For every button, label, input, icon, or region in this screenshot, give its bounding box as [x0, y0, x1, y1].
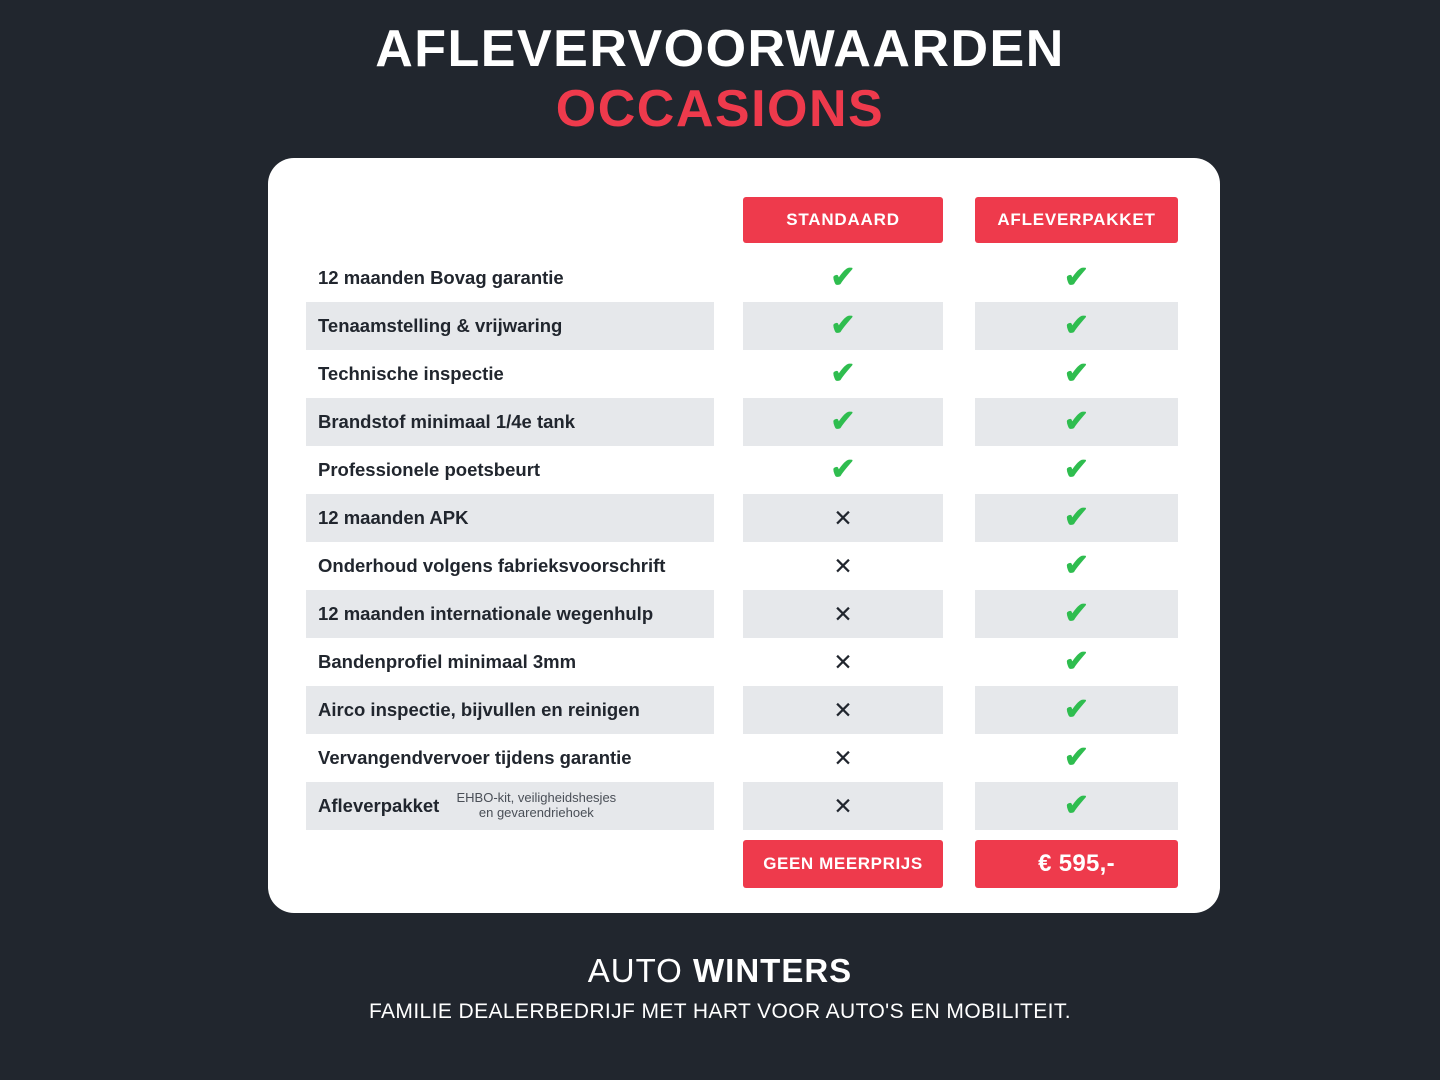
column-header-afleverpakket: AFLEVERPAKKET: [975, 197, 1178, 243]
table-row: [268, 782, 1220, 830]
cross-icon: ✕: [833, 696, 853, 723]
row-label-text: Tenaamstelling & vrijwaring: [318, 315, 563, 336]
cell-standaard-included: [743, 302, 943, 350]
row-label: [306, 302, 714, 350]
cell-pakket-included: [975, 494, 1178, 542]
row-label: [306, 542, 714, 590]
brand-tagline: FAMILIE DEALERBEDRIJF MET HART VOOR AUTO'S EN MOBILITEIT.: [368, 1000, 1072, 1023]
cell-pakket-included: [975, 734, 1178, 782]
check-icon: ✔: [830, 453, 856, 486]
column-header-standaard: STANDAARD: [743, 197, 943, 243]
table-row: [268, 350, 1220, 398]
check-icon: ✔: [1063, 645, 1090, 678]
row-label: [306, 494, 714, 542]
brand-name-bold: WINTERS: [693, 952, 853, 989]
table-row: [268, 542, 1220, 590]
cell-pakket-included: [975, 782, 1178, 830]
page-header: [0, 0, 1440, 140]
cell-pakket-included: [975, 686, 1178, 734]
row-label-text: Afleverpakket: [318, 795, 440, 816]
brand-footer: [0, 952, 1440, 1024]
cell-pakket-included: [975, 350, 1178, 398]
price-afleverpakket: € 595,-: [975, 840, 1178, 888]
table-row: [268, 638, 1220, 686]
page-title: AFLEVERVOORWAARDEN: [375, 20, 1065, 78]
comparison-card: [268, 158, 1220, 913]
comparison-table: [268, 158, 1220, 913]
table-row: [268, 446, 1220, 494]
cell-standaard-excluded: [743, 734, 943, 782]
price-standaard: GEEN MEERPRIJS: [743, 840, 943, 888]
check-icon: ✔: [830, 357, 856, 390]
cell-standaard-included: [743, 254, 943, 302]
check-icon: ✔: [1063, 357, 1090, 390]
check-icon: ✔: [1063, 405, 1090, 438]
cell-standaard-excluded: [743, 590, 943, 638]
check-icon: ✔: [1063, 741, 1090, 774]
row-label: [306, 734, 714, 782]
brand-name-light: AUTO: [587, 952, 694, 989]
check-icon: ✔: [1063, 549, 1090, 582]
table-row: [268, 590, 1220, 638]
cell-pakket-included: [975, 398, 1178, 446]
row-label-text: Technische inspectie: [318, 363, 504, 384]
cell-standaard-included: [743, 446, 943, 494]
check-icon: ✔: [1063, 309, 1090, 342]
row-label: [306, 686, 714, 734]
check-icon: ✔: [1063, 789, 1090, 822]
cross-icon: ✕: [833, 600, 853, 627]
table-row: [268, 494, 1220, 542]
check-icon: ✔: [830, 309, 856, 342]
table-row: [268, 302, 1220, 350]
cell-pakket-included: [975, 638, 1178, 686]
cross-icon: ✕: [833, 552, 853, 579]
check-icon: ✔: [1063, 597, 1090, 630]
check-icon: ✔: [1063, 501, 1090, 534]
row-label: [306, 398, 714, 446]
cell-pakket-included: [975, 254, 1178, 302]
table-row: [268, 398, 1220, 446]
cell-pakket-included: [975, 446, 1178, 494]
check-icon: ✔: [830, 405, 856, 438]
cell-standaard-included: [743, 398, 943, 446]
page-subtitle: OCCASIONS: [555, 79, 885, 138]
row-label-text: 12 maanden APK: [318, 507, 469, 528]
table-rows: [268, 254, 1220, 830]
row-label-text: Onderhoud volgens fabrieksvoorschrift: [318, 555, 666, 576]
table-row: [268, 254, 1220, 302]
cell-standaard-included: [743, 350, 943, 398]
cell-standaard-excluded: [743, 686, 943, 734]
row-label-text: Bandenprofiel minimaal 3mm: [318, 651, 577, 672]
cell-standaard-excluded: [743, 494, 943, 542]
row-label-text: Professionele poetsbeurt: [318, 459, 541, 480]
cross-icon: ✕: [833, 744, 853, 771]
row-label: [306, 350, 714, 398]
cell-pakket-included: [975, 302, 1178, 350]
row-label-text: Airco inspectie, bijvullen en reinigen: [318, 699, 640, 720]
row-label: [306, 638, 714, 686]
row-label: [306, 590, 714, 638]
cross-icon: ✕: [833, 792, 853, 819]
row-label: [306, 782, 714, 830]
row-label-text: Vervangendvervoer tijdens garantie: [318, 747, 632, 768]
check-icon: ✔: [1063, 261, 1090, 294]
cell-standaard-excluded: [743, 542, 943, 590]
row-label-text: Brandstof minimaal 1/4e tank: [318, 411, 576, 432]
row-label-note: EHBO-kit, veiligheidshesjes en gevarendriehoek: [456, 790, 617, 820]
row-label: [306, 446, 714, 494]
cell-standaard-excluded: [743, 638, 943, 686]
cell-standaard-excluded: [743, 782, 943, 830]
row-label: [306, 254, 714, 302]
cross-icon: ✕: [833, 504, 853, 531]
check-icon: ✔: [1063, 453, 1090, 486]
row-label-text: 12 maanden Bovag garantie: [318, 267, 564, 288]
row-label-text: 12 maanden internationale wegenhulp: [318, 603, 654, 624]
check-icon: ✔: [1063, 693, 1090, 726]
cell-pakket-included: [975, 542, 1178, 590]
table-row: [268, 734, 1220, 782]
brand-name: [0, 952, 1440, 990]
cross-icon: ✕: [833, 648, 853, 675]
table-row: [268, 686, 1220, 734]
cell-pakket-included: [975, 590, 1178, 638]
check-icon: ✔: [830, 261, 856, 294]
